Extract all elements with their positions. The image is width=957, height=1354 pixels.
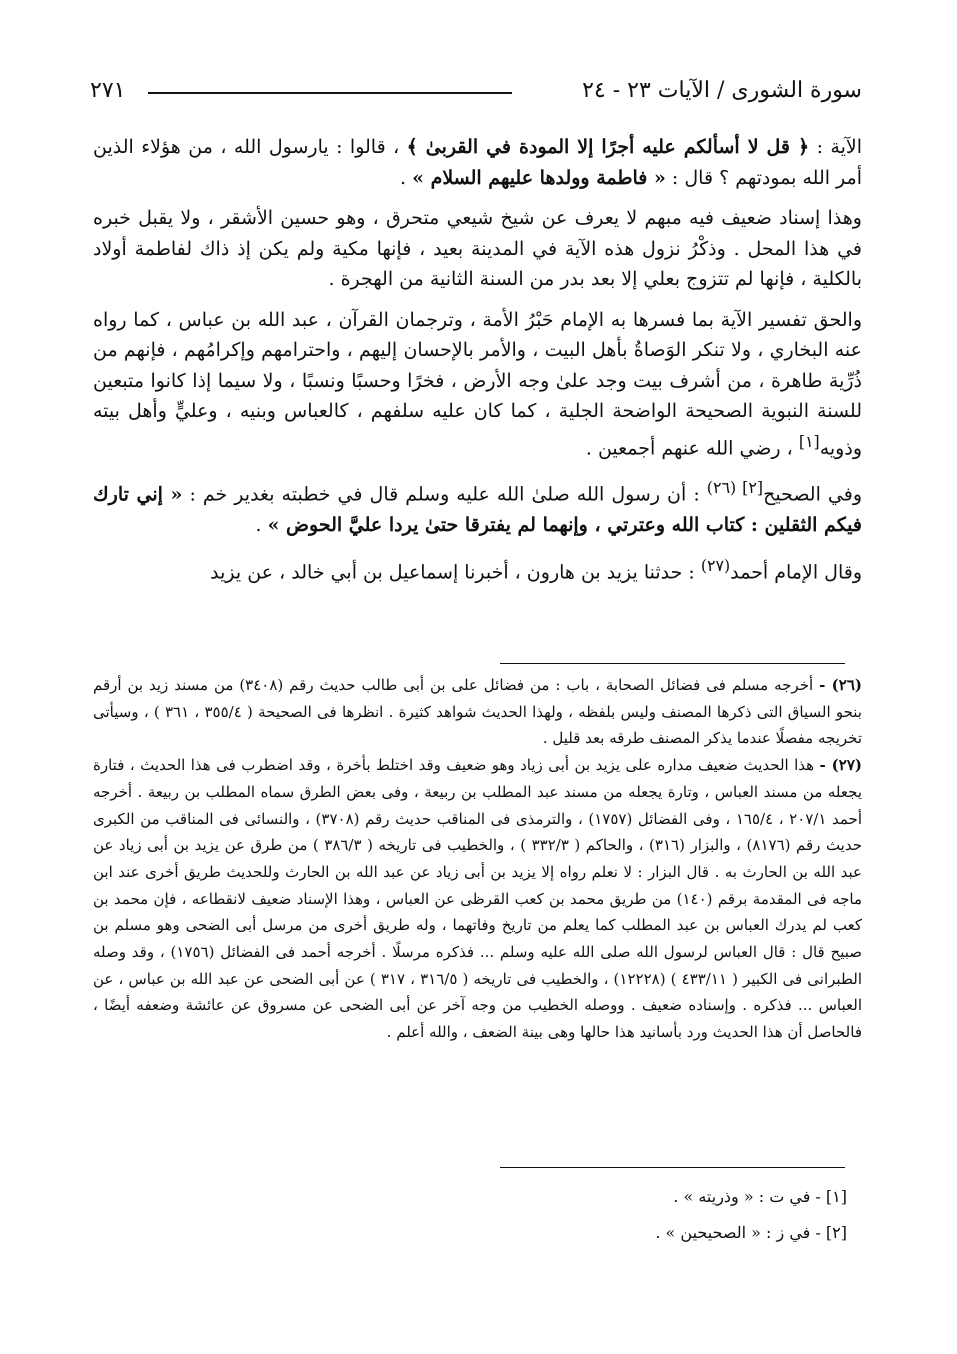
running-header xyxy=(90,78,862,118)
paragraph-1: الآية : ﴿ قل لا أسألكم عليه أجرًا إلا المودة في القربىٰ ﴾ ، قالوا : يارسول الله ، من هؤلاء الذين أمر الله بمودتهم ؟ قال : « فاطمة وولدها عليهم السلام » . xyxy=(93,136,863,189)
variants-rule xyxy=(500,1167,845,1168)
header-title: سورة الشورى / الآيات ٢٣ - ٢٤ xyxy=(582,78,862,103)
footnote-ref: (٢٦) xyxy=(706,478,743,498)
main-text xyxy=(93,132,862,597)
variant-marker: [١] xyxy=(798,431,820,451)
variant-marker: [٢] xyxy=(742,478,764,498)
hadith-quote: « إني تارك فيكم الثقلين : كتاب الله وعترتي ، وإنهما لم يفترقا حتىٰ يردا عليَّ الحوض » xyxy=(93,483,862,537)
paragraph-3: والحق تفسير الآية بما فسرها به الإمام حَبْرُ الأمة ، وترجمان القرآن ، عبد الله بن عباس ، كما رواه عنه البخاري ، ولا تنكر الوَصاةُ بأهل البيت ، والأمر بالإحسان إليهم ، واحترامهم وإكرامُهم ، فإنهم من ذُرِّية طاهرة ، من أشرف بيت وجد علىٰ وجه الأرض ، فخرًا وحسبًا ونسبًا ، ولا سيما إذا كانوا متبعين للسنة النبوية الصحيحة الواضحة الجلية ، كما كان عليه سلفهم ، كالعباس وبنيه ، وعليٍّ وأهل بيته وذويه[١] ، رضي الله عنهم أجمعين . xyxy=(93,308,862,459)
variant-1: [١] - في ت : « وذريته » . xyxy=(673,1187,847,1206)
footnotes-rule xyxy=(500,663,845,664)
footnote-26: (٢٦) - أخرجه مسلم فى فضائل الصحابة ، باب : من فضائل على بن أبى طالب حديث رقم (٣٤٠٨) من مسند زيد بن أرقم بنحو السياق التى ذكرها المصنف وليس بلفظه ، ولهذا الحديث شواهد كثيرة . انظرها فى الصحيحة ( ٣٥٥/٤ ، ٣٦١ ) ، وسيأتى تخريجه مفصلًا عندما يذكر المصنف طرقه بعد قليل . xyxy=(93,676,862,748)
quran-verse: ﴿ قل لا أسألكم عليه أجرًا إلا المودة في القربىٰ ﴾ xyxy=(406,136,810,158)
manuscript-variants xyxy=(93,1180,847,1252)
paragraph-4: وفي الصحيح[٢] $^{(٢٦)}$ : أن رسول الله صلىٰ الله عليه وسلم قال في خطبته بغدير خم : « إني تارك فيكم الثقلين : كتاب الله وعترتي ، وإنهما لم يفترقا حتىٰ يردا عليَّ الحوض » . xyxy=(93,478,862,537)
quoted-answer: « فاطمة وولدها عليهم السلام » xyxy=(412,166,666,189)
footnotes xyxy=(93,672,862,1046)
footnote-ref: (٢٧) xyxy=(700,555,731,575)
footnote-27: (٢٧) - هذا الحديث ضعيف مداره على يزيد بن أبى زياد وهو ضعيف وقد اختلط بأخرة ، وقد اضطرب فى هذا الحديث ، فتارة يجعله من مسند العباس ، وتارة يجعله من مسند عبد المطلب بن ربيعة ، وفى بعض الطرق سماه المطلب بن ربيعة . أخرجه أحمد ٢٠٧/١ ، ١٦٥/٤ ، وفى الفضائل (١٧٥٧) ، والترمذى فى المناقب حديث رقم (٣٧٠٨) ، والنسائى فى المناقب من الكبرى حديث رقم (٨١٧٦) ، والبزار (٣١٦) ، والحاكم ( ٣٣٢/٣ ) ، والخطيب فى تاريخه ( ٣٨٦/٣ ) من طرق عن يزيد بن أبى زياد عن عبد الله بن الحارث به . قال البزار : لا نعلم رواه إلا يزيد بن أبى زياد عن عبد الله بن الحارث وللحديث طريق أخرى عند ابن ماجه فى المقدمة برقم (١٤٠) من طريق محمد بن كعب القرظى عن العباس ، وهذا الإسناد ضعيف لانقطاعه ، فإن محمد بن كعب لم يدرك العباس بن عبد المطلب كما يعلم من تاريخ وفاتهما ، وله طريق أخرى من مرسل أبى الضحى وهو مسلم بن صبيح قال : قال العباس لرسول الله صلى الله عليه وسلم ... فذكره مرسلًا . أخرجه أحمد فى الفضائل (١٧٥٦) ، وقد وصله الطبرانى فى الكبير ( ٤٣٣/١١ ) (١٢٢٢٨) ، والخطيب فى تاريخه ( ٣١٦/٥ ، ٣١٧ ) عن أبى الضحى عن عبد الله بن عباس ، عن العباس ... فذكره . وإسناده ضعيف . ووصله الخطيب من وجه آخر عن أبى الضحى عن مسروق عن عائشة وضعفه أيضًا ، فالحاصل أن هذا الحديث ورد بأسانيد هذا حالها وهى بينة الضعف ، والله أعلم . xyxy=(93,756,862,1042)
page-number: ٢٧١ xyxy=(90,78,126,103)
paragraph-5: وقال الإمام أحمد$^{(٢٧)}$ : حدثنا يزيد بن هارون ، أخبرنا إسماعيل بن أبي خالد ، عن يزيد xyxy=(210,555,862,583)
header-rule xyxy=(148,92,512,94)
paragraph-2: وهذا إسناد ضعيف فيه مبهم لا يعرف عن شيخ شيعي متحرق ، وهو حسين الأشقر ، ولا يقبل خبره في هذا المحل . وذكْرُ نزول هذه الآية في المدينة بعيد ، فإنها مكية ولم يكن إذ ذاك لفاطمة أولاد بالكلية ، فإنها لم تتزوج بعلي إلا بعد بدر من السنة الثانية من الهجرة . xyxy=(93,207,862,290)
variant-2: [٢] - في ز : « الصحيحين » . xyxy=(655,1223,847,1242)
